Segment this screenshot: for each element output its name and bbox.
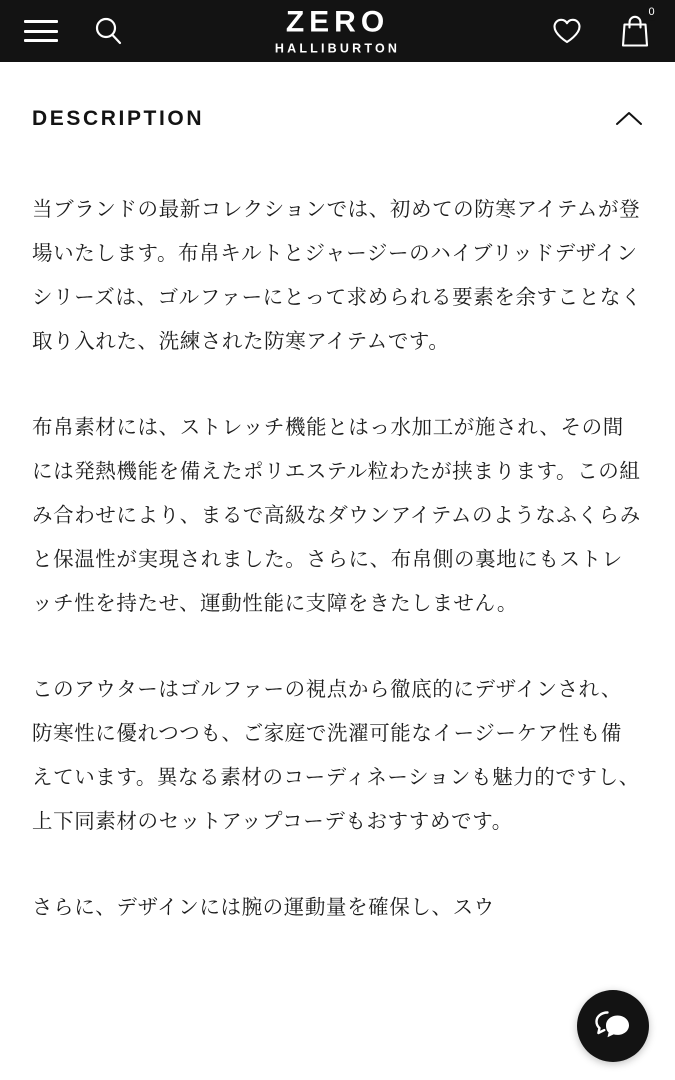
search-icon[interactable] bbox=[92, 15, 124, 47]
hamburger-menu-icon[interactable] bbox=[24, 20, 58, 42]
description-paragraph: 布帛素材には、ストレッチ機能とはっ水加工が施され、その間には発熱機能を備えたポリエステル粒わたが挟まります。この組み合わせにより、まるで高級なダウンアイテムのようなふくらみと保温性が実現されました。さらに、布帛側の裏地にもストレッチ性を持たせ、運動性能に支障をきたしません。 bbox=[32, 415, 641, 615]
hamburger-bar-2 bbox=[24, 30, 58, 33]
hamburger-bars bbox=[24, 20, 58, 42]
chat-widget-button[interactable] bbox=[577, 990, 649, 1062]
chevron-up-icon[interactable] bbox=[615, 105, 643, 133]
cart-count-badge: 0 bbox=[643, 4, 660, 21]
header-right-group bbox=[551, 6, 655, 48]
page-title: DESCRIPTION bbox=[32, 107, 205, 130]
hamburger-bar-1 bbox=[24, 20, 58, 23]
brand-logo[interactable] bbox=[275, 7, 400, 55]
site-header bbox=[0, 0, 675, 62]
cart-button[interactable] bbox=[619, 6, 655, 48]
description-accordion-header[interactable] bbox=[32, 62, 643, 141]
brand-name-secondary: HALLIBURTON bbox=[274, 41, 401, 56]
header-left-group bbox=[24, 15, 124, 47]
description-section bbox=[0, 62, 675, 929]
chat-bubble-icon bbox=[593, 1008, 633, 1044]
description-text bbox=[32, 187, 643, 929]
brand-name-primary: ZERO bbox=[285, 5, 390, 39]
description-paragraph: このアウターはゴルファーの視点から徹底的にデザインされ、防寒性に優れつつも、ご家庭で洗濯可能なイージーケア性も備えています。異なる素材のコーディネーションも魅力的ですし、上下同素材のセットアップコーデもおすすめです。 bbox=[32, 677, 640, 833]
description-paragraph: さらに、デザインには腕の運動量を確保し、スウ bbox=[32, 895, 495, 919]
hamburger-bar-3 bbox=[24, 39, 58, 42]
description-paragraph: 当ブランドの最新コレクションでは、初めての防寒アイテムが登場いたします。布帛キルトとジャージーのハイブリッドデザインシリーズは、ゴルファーにとって求められる要素を余すことなく取り入れた、洗練された防寒アイテムです。 bbox=[32, 197, 643, 353]
heart-icon[interactable] bbox=[551, 16, 583, 46]
